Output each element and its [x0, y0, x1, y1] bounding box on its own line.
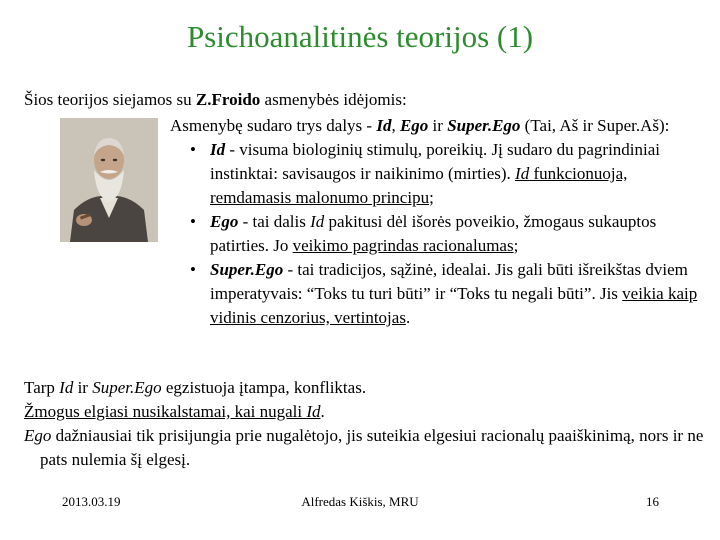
ego-line: Ego dažniausiai tik prisijungia prie nugalėtojo, jis suteikia elgesiui racionalų paaiškinimą, nors ir ne pats nulemia šį elgesį.	[24, 426, 704, 469]
bullet-ego: • Ego - tai dalis Id pakitusi dėl išorės poveikio, žmogaus sukauptos patirties. Jo veikimo pagrindas racionalumas;	[190, 212, 657, 255]
bullet-dot: •	[190, 140, 196, 159]
main-content	[170, 114, 700, 330]
bullet-dot: •	[190, 212, 196, 231]
crime-line: Žmogus elgiasi nusikalstamai, kai nugali Id.	[24, 402, 325, 421]
page-number: 16	[646, 494, 659, 509]
footer-date: 2013.03.19	[62, 494, 121, 509]
slide-title: Psichoanalitinės teorijos (1)	[186, 19, 534, 54]
parts-intro: Asmenybę sudaro trys dalys - Id, Ego ir Super.Ego (Tai, Aš ir Super.Aš):	[170, 116, 670, 135]
portrait-photo	[60, 118, 158, 242]
bullet-dot: •	[190, 260, 196, 279]
bullet-id: • Id - visuma biologinių stimulų, poreikių. Jį sudaro du pagrindiniai instinktai: savisaugos ir naikinimo (mirties). Id funkcionuoja, remdamasis malonumo principu;	[190, 140, 661, 207]
footer-author: Alfredas Kiškis, MRU	[301, 494, 419, 509]
bullet-superego: • Super.Ego - tai tradicijos, sąžinė, idealai. Jis gali būti išreikštas dviem imperatyvais: “Toks tu turi būti” ir “Toks tu negali būti”. Jis veikia kaip vidinis cenzorius, vertintojas.	[190, 260, 698, 327]
tension-line: Tarp Id ir Super.Ego egzistuoja įtampa, konfliktas.	[24, 378, 367, 397]
intro-line: Šios teorijos siejamos su Z.Froido asmenybės idėjomis:	[24, 90, 407, 109]
portrait-illustration	[60, 118, 158, 242]
